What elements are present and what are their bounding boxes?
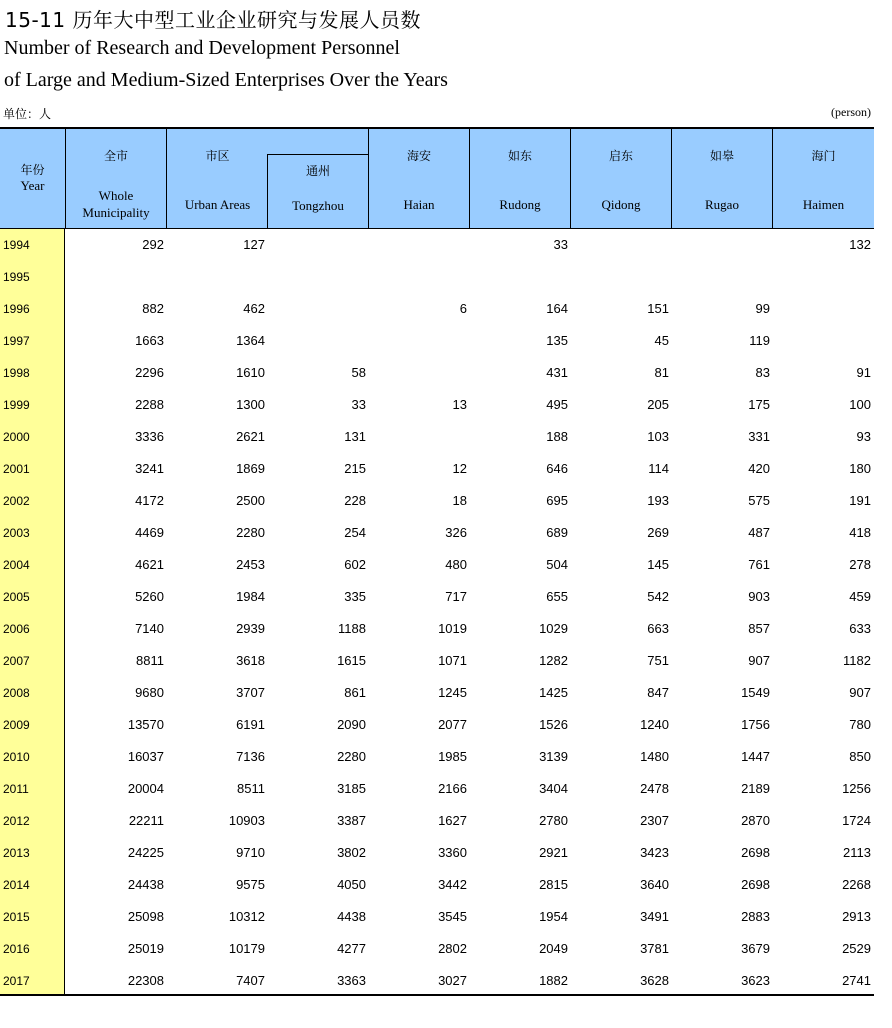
header-rugao-cn: 如皋 [709,149,734,163]
value-cell: 480 [445,557,467,572]
year-cell: 2006 [3,622,30,636]
value-cell: 3707 [236,685,265,700]
value-cell: 459 [849,589,871,604]
value-cell: 2529 [842,941,871,956]
value-cell: 7136 [236,749,265,764]
table-header [0,129,874,229]
value-cell: 4438 [337,909,366,924]
value-cell: 1029 [539,621,568,636]
table-bottom-rule [0,994,874,996]
value-cell: 33 [553,237,568,252]
table-row [0,325,874,357]
value-cell: 2883 [741,909,770,924]
year-cell: 2016 [3,942,30,956]
table-row [0,805,874,837]
value-cell: 2077 [438,717,467,732]
value-cell: 132 [849,237,871,252]
value-cell: 3139 [539,749,568,764]
year-cell: 1996 [3,302,30,316]
value-cell: 1984 [236,589,265,604]
table-row [0,965,874,997]
value-cell: 81 [654,365,669,380]
value-cell: 91 [856,365,871,380]
table-row [0,421,874,453]
value-cell: 6 [459,301,467,316]
header-tongzhou-cn: 通州 [305,164,330,178]
year-cell: 2014 [3,878,30,892]
year-cell: 2003 [3,526,30,540]
value-cell: 3360 [438,845,467,860]
value-cell: 882 [142,301,164,316]
value-cell: 487 [748,525,770,540]
value-cell: 2307 [640,813,669,828]
header-year-cn: 年份 [20,163,45,177]
value-cell: 2698 [741,845,770,860]
value-cell: 3802 [337,845,366,860]
table-row [0,293,874,325]
value-cell: 850 [849,749,871,764]
table-row [0,357,874,389]
table-row [0,773,874,805]
value-cell: 145 [647,557,669,572]
year-cell: 1999 [3,398,30,412]
value-cell: 180 [849,461,871,476]
value-cell: 3336 [135,429,164,444]
table-row [0,837,874,869]
value-cell: 83 [755,365,770,380]
value-cell: 646 [546,461,568,476]
value-cell: 1615 [337,653,366,668]
value-cell: 2113 [843,845,871,860]
value-cell: 1756 [741,717,770,732]
value-cell: 3442 [438,877,467,892]
value-cell: 135 [546,333,568,348]
value-cell: 633 [849,621,871,636]
value-cell: 292 [142,237,164,252]
value-cell: 717 [445,589,467,604]
table-row [0,485,874,517]
table-row [0,709,874,741]
value-cell: 857 [748,621,770,636]
value-cell: 4277 [337,941,366,956]
value-cell: 2189 [741,781,770,796]
year-cell: 2001 [3,462,30,476]
value-cell: 205 [647,397,669,412]
value-cell: 3363 [337,973,366,988]
value-cell: 10179 [228,941,265,956]
value-cell: 254 [344,525,366,540]
value-cell: 2621 [236,429,265,444]
value-cell: 2268 [842,877,871,892]
header-tongzhou-en: Tongzhou [292,198,344,213]
header-qidong-en: Qidong [601,197,641,212]
value-cell: 151 [647,301,669,316]
value-cell: 2453 [236,557,265,572]
value-cell: 269 [647,525,669,540]
value-cell: 9680 [135,685,164,700]
value-cell: 103 [647,429,669,444]
header-qidong [571,129,672,228]
value-cell: 495 [546,397,568,412]
value-cell: 9575 [236,877,265,892]
value-cell: 13 [452,397,467,412]
table-body [0,229,874,997]
value-cell: 2090 [337,717,366,732]
value-cell: 18 [452,493,467,508]
value-cell: 13570 [127,717,164,732]
value-cell: 100 [849,397,871,412]
unit-label-en: (person) [831,105,871,119]
value-cell: 278 [849,557,871,572]
value-cell: 9710 [236,845,265,860]
table-row [0,261,874,293]
value-cell: 2939 [236,621,265,636]
year-cell: 2013 [3,846,30,860]
value-cell: 93 [856,429,871,444]
table-row [0,901,874,933]
value-cell: 3679 [741,941,770,956]
value-cell: 3628 [640,973,669,988]
value-cell: 1300 [236,397,265,412]
value-cell: 1188 [338,621,366,636]
value-cell: 1240 [640,717,669,732]
value-cell: 1663 [135,333,164,348]
value-cell: 7407 [236,973,265,988]
value-cell: 3241 [135,461,164,476]
year-cell: 2015 [3,910,30,924]
value-cell: 22211 [128,813,164,828]
value-cell: 131 [344,429,366,444]
value-cell: 4621 [135,557,164,572]
value-cell: 10903 [228,813,265,828]
year-cell: 2011 [3,782,29,796]
header-qidong-cn: 启东 [608,149,633,163]
value-cell: 1182 [843,653,871,668]
value-cell: 1985 [438,749,467,764]
unit-label-cn: 单位：人 [3,107,52,121]
value-cell: 4172 [135,493,164,508]
value-cell: 420 [748,461,770,476]
value-cell: 907 [849,685,871,700]
value-cell: 8811 [136,653,164,668]
header-whole-cn: 全市 [103,149,128,163]
value-cell: 761 [748,557,770,572]
value-cell: 2741 [842,973,871,988]
value-cell: 1480 [640,749,669,764]
value-cell: 2698 [741,877,770,892]
value-cell: 6191 [236,717,265,732]
value-cell: 462 [243,301,265,316]
header-haian-cn: 海安 [406,149,431,163]
value-cell: 114 [648,461,669,476]
header-rugao [672,129,773,228]
value-cell: 3027 [438,973,467,988]
value-cell: 164 [546,301,568,316]
header-whole-municipality [66,129,167,228]
table-row [0,677,874,709]
table-row [0,645,874,677]
value-cell: 10312 [228,909,265,924]
value-cell: 24438 [127,877,164,892]
value-cell: 22308 [127,973,164,988]
value-cell: 1724 [842,813,871,828]
value-cell: 3640 [640,877,669,892]
table-row [0,453,874,485]
table-row [0,869,874,901]
header-rudong [470,129,571,228]
value-cell: 3185 [337,781,366,796]
value-cell: 99 [755,301,770,316]
value-cell: 1071 [438,653,467,668]
table-row [0,517,874,549]
value-cell: 16037 [127,749,164,764]
value-cell: 2500 [236,493,265,508]
value-cell: 4469 [135,525,164,540]
year-cell: 2004 [3,558,30,572]
header-whole-en-line1: Whole [98,188,134,203]
value-cell: 1610 [236,365,265,380]
value-cell: 1425 [539,685,568,700]
value-cell: 4050 [337,877,366,892]
value-cell: 215 [344,461,366,476]
year-cell: 1998 [3,366,30,380]
year-cell: 2010 [3,750,30,764]
value-cell: 2296 [135,365,164,380]
value-cell: 1019 [438,621,467,636]
year-cell: 2000 [3,430,30,444]
value-cell: 1627 [438,813,467,828]
value-cell: 907 [748,653,770,668]
value-cell: 45 [654,333,669,348]
value-cell: 24225 [127,845,164,860]
value-cell: 2478 [640,781,669,796]
value-cell: 175 [748,397,770,412]
table-row [0,389,874,421]
header-haimen-en: Haimen [802,197,845,212]
value-cell: 3387 [337,813,366,828]
value-cell: 2815 [539,877,568,892]
value-cell: 193 [647,493,669,508]
value-cell: 431 [546,365,568,380]
value-cell: 695 [546,493,568,508]
year-cell: 1995 [3,270,30,284]
value-cell: 7140 [135,621,164,636]
year-cell: 2002 [3,494,30,508]
value-cell: 2913 [842,909,871,924]
value-cell: 542 [647,589,669,604]
value-cell: 2780 [539,813,568,828]
value-cell: 1282 [539,653,568,668]
table-title-en-line2: of Large and Medium-Sized Enterprises Over the Years [4,69,448,91]
value-cell: 2802 [438,941,467,956]
header-rudong-en: Rudong [499,197,541,212]
value-cell: 575 [748,493,770,508]
value-cell: 780 [849,717,871,732]
value-cell: 3491 [640,909,669,924]
year-cell: 2007 [3,654,30,668]
table-row [0,549,874,581]
value-cell: 1447 [741,749,770,764]
value-cell: 326 [445,525,467,540]
value-cell: 3423 [640,845,669,860]
header-year [0,129,66,228]
value-cell: 5260 [135,589,164,604]
value-cell: 1954 [539,909,568,924]
table-row [0,581,874,613]
value-cell: 2049 [539,941,568,956]
value-cell: 12 [452,461,467,476]
value-cell: 418 [849,525,871,540]
value-cell: 1364 [236,333,265,348]
value-cell: 2280 [337,749,366,764]
table-row [0,741,874,773]
header-haimen [773,129,874,228]
value-cell: 3781 [640,941,669,956]
year-cell: 2017 [3,974,30,988]
table-row [0,933,874,965]
value-cell: 847 [647,685,669,700]
value-cell: 331 [748,429,770,444]
year-cell: 1997 [3,334,30,348]
header-urban-cn: 市区 [205,149,230,163]
year-cell: 2005 [3,590,30,604]
value-cell: 504 [546,557,568,572]
value-cell: 751 [647,653,669,668]
value-cell: 655 [546,589,568,604]
header-year-en: Year [20,178,45,193]
value-cell: 602 [344,557,366,572]
value-cell: 191 [849,493,871,508]
year-cell: 2008 [3,686,30,700]
value-cell: 2288 [135,397,164,412]
header-urban-en: Urban Areas [184,197,251,212]
value-cell: 33 [351,397,366,412]
value-cell: 1869 [236,461,265,476]
value-cell: 663 [647,621,669,636]
header-haian-en: Haian [403,197,435,212]
value-cell: 689 [546,525,568,540]
table-title-en-line1: Number of Research and Development Personnel [4,37,400,59]
value-cell: 25019 [127,941,164,956]
value-cell: 1256 [842,781,871,796]
table-title-cn: 15-11 历年大中型工业企业研究与发展人员数 [5,8,421,32]
value-cell: 3545 [438,909,467,924]
value-cell: 188 [546,429,568,444]
value-cell: 119 [749,333,770,348]
value-cell: 1526 [539,717,568,732]
header-urban-areas [167,129,268,228]
value-cell: 2921 [539,845,568,860]
value-cell: 3623 [741,973,770,988]
table-row [0,229,874,261]
header-whole-en-line2: Municipality [82,205,150,220]
value-cell: 228 [344,493,366,508]
table-row [0,613,874,645]
value-cell: 861 [344,685,366,700]
header-urban-group-frame [267,129,369,228]
value-cell: 1245 [438,685,467,700]
header-rugao-en: Rugao [705,197,739,212]
value-cell: 1882 [539,973,568,988]
value-cell: 2280 [236,525,265,540]
value-cell: 8511 [237,781,265,796]
value-cell: 2870 [741,813,770,828]
value-cell: 3404 [539,781,568,796]
header-rudong-cn: 如东 [507,149,532,163]
value-cell: 127 [243,237,265,252]
header-haimen-cn: 海门 [811,149,836,163]
value-cell: 903 [748,589,770,604]
year-cell: 1994 [3,238,30,252]
year-cell: 2012 [3,814,30,828]
year-cell: 2009 [3,718,30,732]
value-cell: 2166 [438,781,467,796]
value-cell: 25098 [127,909,164,924]
value-cell: 335 [344,589,366,604]
header-whole-en [66,187,166,221]
header-haian [369,129,470,228]
value-cell: 58 [351,365,366,380]
value-cell: 1549 [741,685,770,700]
value-cell: 20004 [127,781,164,796]
value-cell: 3618 [236,653,265,668]
